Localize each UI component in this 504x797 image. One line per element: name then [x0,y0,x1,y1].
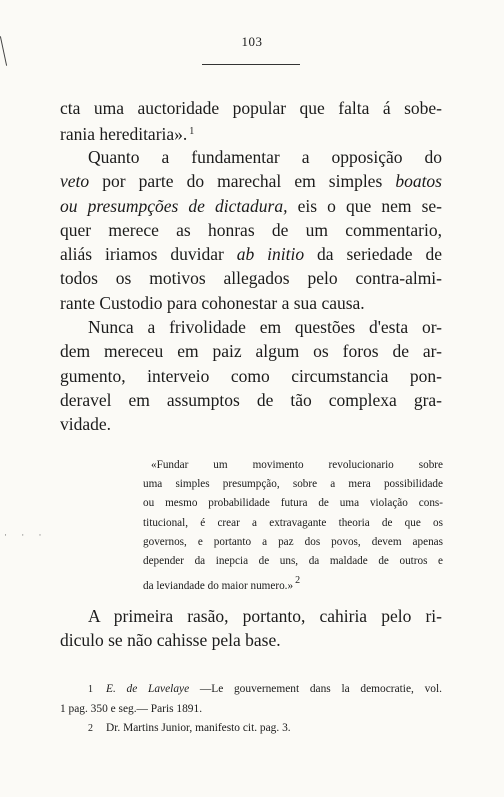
text-line: vidade. [60,414,112,435]
header-rule [202,64,300,65]
text-line: deravel em assumptos de tão complexa gra- [60,389,442,410]
paragraph-continuation [60,96,442,147]
text-span: Dr. Martins Junior, manifesto cit. pag. 3. [106,722,291,734]
quote-line: «Fundar um movimento revolucionario sobre [151,459,443,471]
text-span: por parte do marechal em simples [89,171,396,192]
footnote-ref: 1 [189,126,195,138]
quote-line: ou mesmo probabilidade futura de uma violação cons- [143,497,443,510]
page-number: 103 [241,34,263,49]
text-line: rante Custodio para cohonestar a sua causa. [60,292,365,313]
text-line [60,242,442,266]
text-line [60,169,442,193]
quote-line [143,571,443,596]
italic-term: veto [60,171,90,192]
footnote-ref: 2 [295,575,301,587]
text-line [60,120,442,146]
footnote-1-continuation: 1 pag. 350 e seg.— Paris 1891. [60,702,203,715]
paragraph-primeira-rasao [60,604,442,653]
footnote-author: E. de Lavelaye [106,683,190,695]
quote-line: governos, e portanto a paz dos povos, devem apenas [143,535,443,548]
italic-term: boatos [395,171,442,192]
text-line: diculo se não cahisse pela base. [60,630,281,651]
quote-line: uma simples presumpção, sobre a mera possibilidade [143,478,443,491]
page-edge-dots: · · · [4,530,48,540]
text-span: da seriedade de [304,244,442,265]
text-line [60,194,442,218]
paragraph-frivolidade [60,315,442,436]
paragraph-veto [60,145,442,315]
text-line: quer merece as honras de um commentario, [60,219,442,240]
text-line: Quanto a fundamentar a opposição do [88,147,442,167]
italic-term: ab initio [236,244,305,265]
quote-line: titucional, é crear a extravagante theoria de que os [143,516,443,529]
text-span: rania hereditaria». [60,124,188,145]
text-span: eis o que nem se- [287,195,442,216]
footnote-mark: 2 [88,723,93,734]
text-line: gumento, interveio como circumstancia pon- [60,365,442,386]
quote-line: depender da inepcia de uns, da maldade de outros e [143,555,443,568]
text-span: aliás iriamos duvidar [60,244,237,265]
block-quote [143,456,443,596]
text-line: todos os motivos allegados pelo contra-almi- [60,268,442,289]
footnote-1 [60,680,442,700]
text-line: A primeira rasão, portanto, cahiria pelo ri- [88,606,442,626]
text-line: dem mereceu em paiz algum os foros de ar- [60,341,442,362]
text-span: —Le gouvernement dans la democratie, vol. [189,683,442,695]
text-line: Nunca a frivolidade em questões d'esta or- [88,317,442,337]
text-line: cta uma auctoridade popular que falta á sobe- [60,98,442,118]
footnote-2 [60,719,442,739]
footnotes [60,680,442,739]
text-span: da leviandade do maior numero.» [143,580,294,593]
footnote-mark: 1 [88,684,93,695]
italic-term: ou presumpções de dictadura, [60,195,288,216]
